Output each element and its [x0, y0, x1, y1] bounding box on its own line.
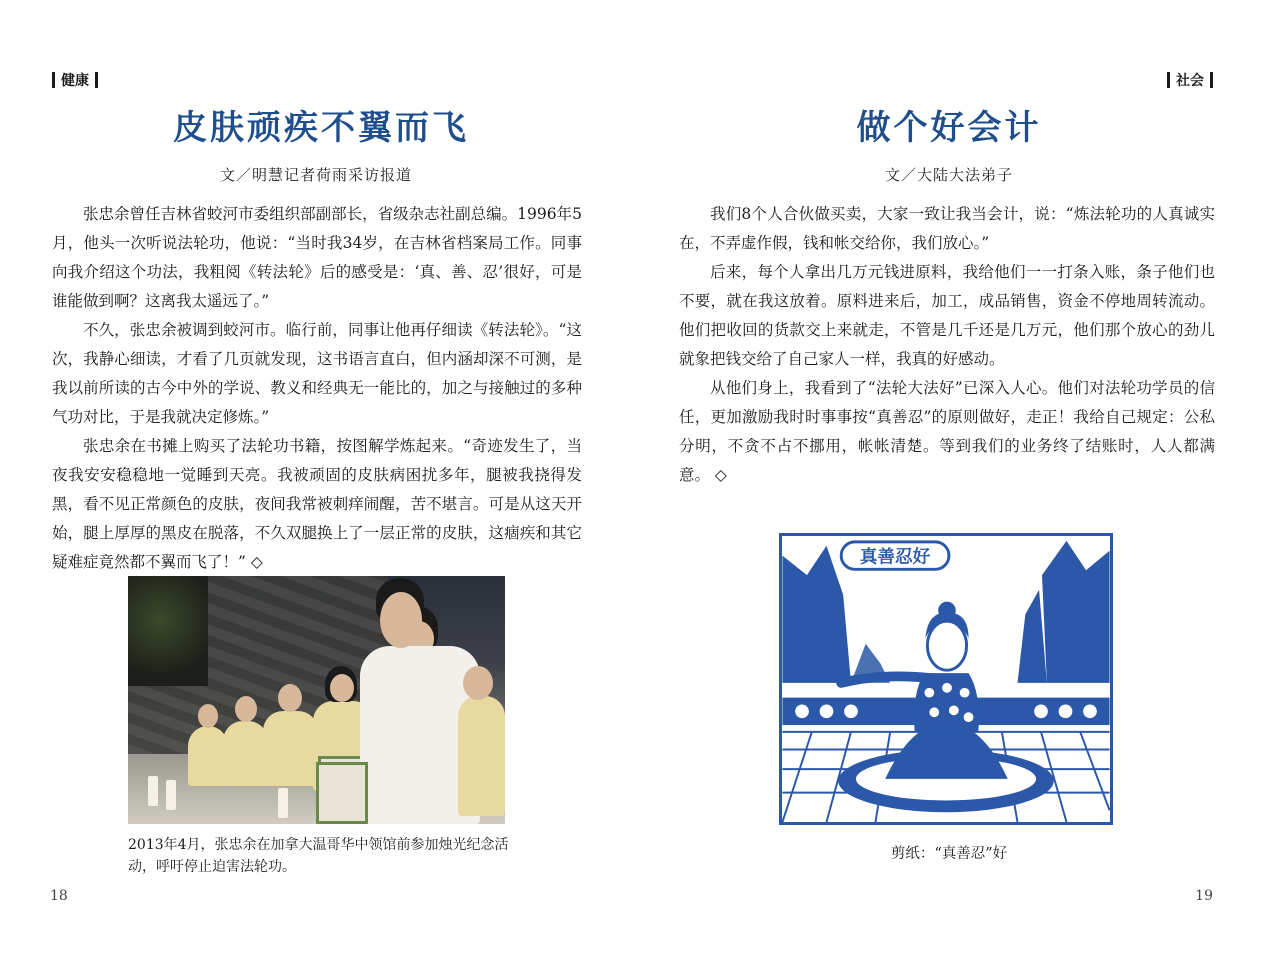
article-byline: 文／大陆大法弟子 — [884, 166, 1013, 184]
left-page — [0, 0, 632, 978]
section-label: 健康 — [61, 73, 89, 89]
section-bar-right — [1210, 72, 1213, 88]
page-number: 18 — [50, 888, 68, 904]
article-body — [679, 200, 1215, 490]
papercut-artwork — [779, 533, 1113, 825]
paragraph: 张忠余曾任吉林省蛟河市委组织部副部长，省级杂志社副总编。1996年5月，他头一次听说法轮功，他说：“当时我34岁，在吉林省档案局工作。同事向我介绍这个功法，我粗阅《转法轮》后的感受是：‘真、善、忍’很好，可是谁能做到啊？这离我太遥远了。” — [52, 205, 582, 310]
section-label: 社会 — [1176, 73, 1204, 89]
paragraph: 后来，每个人拿出几万元钱进原料，我给他们一一打条入账，条子他们也不要，就在我这放着。原料进来后，加工，成品销售，资金不停地周转流动。他们把收回的货款交上来就走，不管是几千还是几万元，他们那个放心的劲儿就象把钱交给了自己家人一样，我真的好感动。 — [679, 263, 1215, 368]
paragraph: 张忠余在书摊上购买了法轮功书籍，按图解学炼起来。“奇迹发生了，当夜我安安稳稳地一觉睡到天亮。我被顽固的皮肤病困扰多年，腿被我挠得发黑，看不见正常颜色的皮肤，夜间我常被刺痒闹醒，苦不堪言。可是从这天开始，腿上厚厚的黑皮在脱落，不久双腿换上了一层正常的皮肤，这痼疾和其它疑难症竟然都不翼而飞了！” ◇ — [52, 437, 582, 571]
right-page — [633, 0, 1265, 978]
candlelight-vigil-photo — [128, 576, 505, 824]
paragraph: 我们8个人合伙做买卖，大家一致让我当会计，说：“炼法轮功的人真诚实在，不弄虚作假，钱和帐交给你，我们放心。” — [679, 205, 1215, 252]
article-body — [52, 200, 582, 577]
article-byline: 文／明慧记者荷雨采访报道 — [219, 166, 412, 184]
article-title: 皮肤顽疾不翼而飞 — [173, 108, 469, 148]
section-tag-society — [1167, 70, 1213, 90]
section-bar-left — [52, 72, 55, 88]
papercut-banner-text: 真善忍好 — [859, 547, 931, 568]
section-bar-right — [95, 72, 98, 88]
paragraph: 不久，张忠余被调到蛟河市。临行前，同事让他再仔细读《转法轮》。“这次，我静心细读，才看了几页就发现，这书语言直白，但内涵却深不可测，是我以前所读的古今中外的学说、教义和经典无一能比的，加之与接触过的多种气功对比，于是我就决定修炼。” — [52, 321, 582, 426]
section-tag-health — [52, 70, 98, 90]
paragraph: 从他们身上，我看到了“法轮大法好”已深入人心。他们对法轮功学员的信任，更加激励我时时事事按“真善忍”的原则做好，走正！我给自己规定：公私分明，不贪不占不挪用，帐帐清楚。等到我们的业务终了结账时，人人都满意。 ◇ — [679, 379, 1215, 484]
article-title: 做个好会计 — [856, 108, 1042, 148]
page-number: 19 — [1195, 888, 1213, 904]
photo-caption: 2013年4月，张忠余在加拿大温哥华中领馆前参加烛光纪念活动，呼吁停止迫害法轮功。 — [128, 837, 509, 875]
papercut-illustration — [782, 536, 1110, 822]
section-bar-left — [1167, 72, 1170, 88]
papercut-caption: 剪纸：“真善忍”好 — [890, 846, 1008, 862]
